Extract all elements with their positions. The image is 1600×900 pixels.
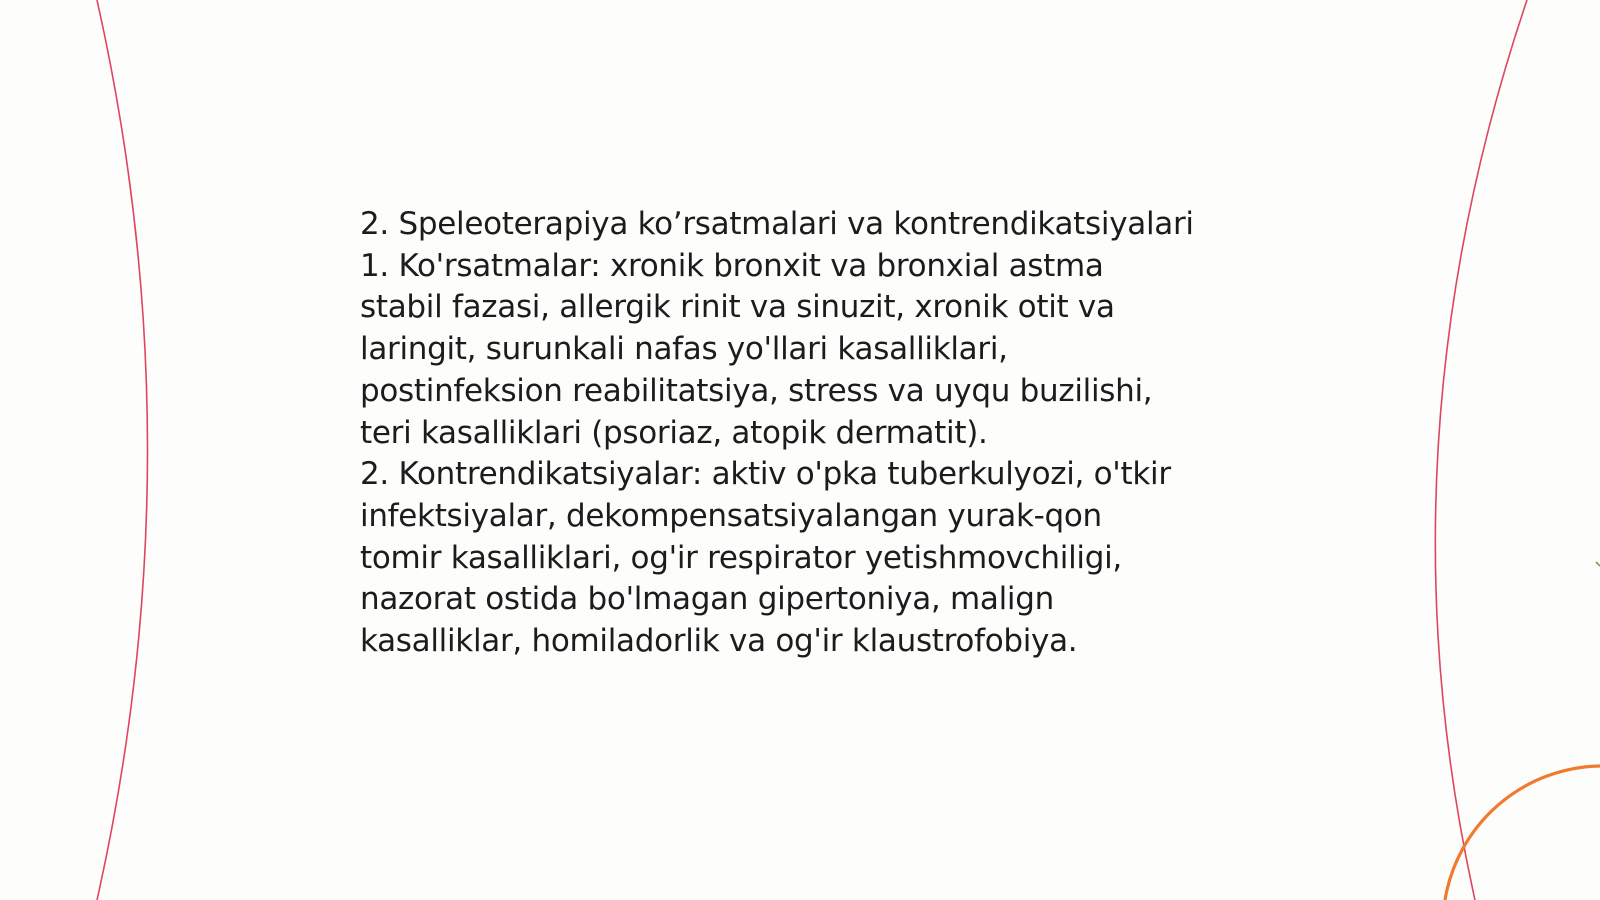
text-line: 1. Ko'rsatmalar: xronik bronxit va bronxial astma bbox=[360, 247, 1104, 284]
text-line: kasalliklar, homiladorlik va og'ir klaustrofobiya. bbox=[360, 623, 1078, 660]
orange-accent-arc bbox=[1445, 766, 1600, 900]
text-line: stabil fazasi, allergik rinit va sinuzit, xronik otit va bbox=[360, 289, 1115, 326]
right-decorative-curve bbox=[1435, 0, 1527, 900]
text-line: tomir kasalliklari, og'ir respirator yetishmovchiligi, bbox=[360, 539, 1122, 576]
text-line: postinfeksion reabilitatsiya, stress va uyqu buzilishi, bbox=[360, 372, 1153, 409]
text-line: infektsiyalar, dekompensatsiyalangan yurak-qon bbox=[360, 497, 1102, 534]
left-decorative-curve bbox=[97, 0, 148, 900]
slide-body-text bbox=[360, 204, 1260, 663]
small-accent-mark bbox=[1596, 562, 1600, 566]
text-line: teri kasalliklari (psoriaz, atopik dermatit). bbox=[360, 414, 988, 451]
heading-line: 2. Speleoterapiya ko’rsatmalari va kontrendikatsiyalari bbox=[360, 206, 1194, 242]
text-line: laringit, surunkali nafas yo'llari kasalliklari, bbox=[360, 331, 1008, 368]
text-line: 2. Kontrendikatsiyalar: aktiv o'pka tuberkulyozi, o'tkir bbox=[360, 456, 1171, 493]
text-line: nazorat ostida bo'lmagan gipertoniya, malign bbox=[360, 581, 1054, 618]
